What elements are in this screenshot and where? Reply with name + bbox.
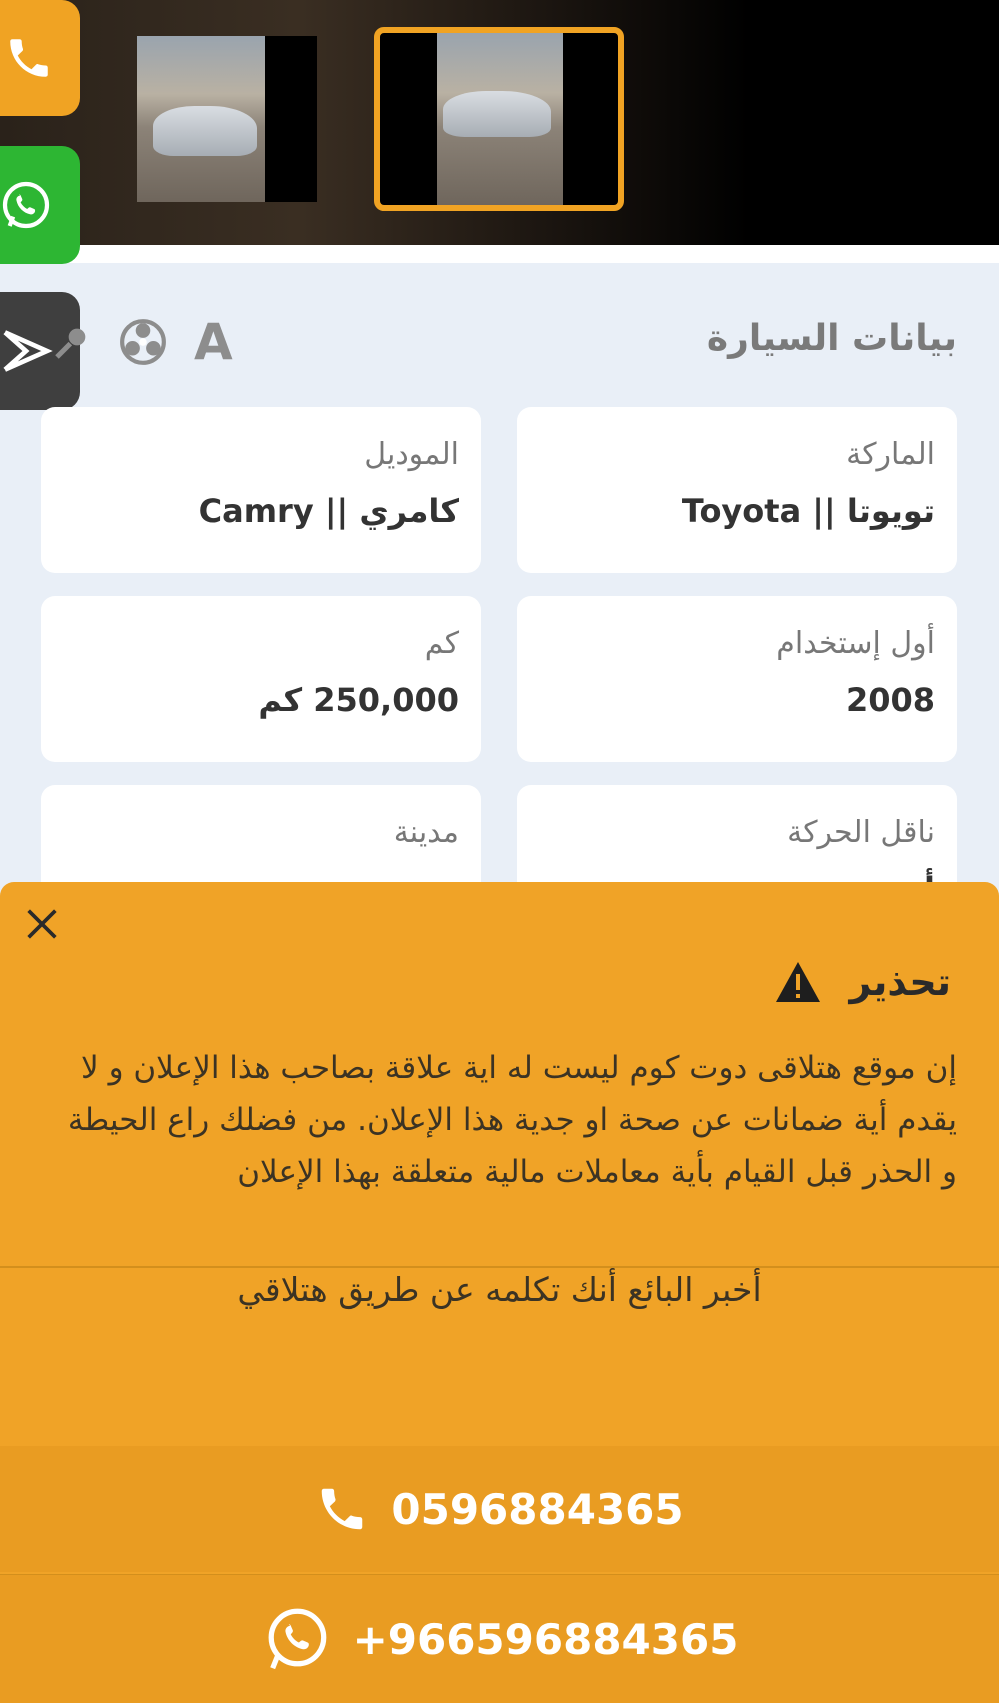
field-value: كامري || Camry [198,492,459,530]
close-icon[interactable] [22,904,62,944]
field-card-brand [517,407,957,573]
gallery-thumbnail-selected[interactable] [374,27,624,211]
phone-icon [315,1482,369,1536]
phone-number: 0596884365 [391,1484,684,1534]
image-gallery [0,0,999,245]
call-phone-row[interactable] [0,1446,999,1572]
field-label: الموديل [364,437,459,472]
warning-title-text: تحذير [849,960,951,1004]
whatsapp-button[interactable] [0,146,80,264]
whatsapp-row[interactable] [0,1575,999,1703]
call-button[interactable] [0,0,80,116]
field-card-first-use [517,596,957,762]
whatsapp-number: +966596884365 [352,1614,739,1664]
field-card-mileage [41,596,481,762]
warning-message: إن موقع هتلاقى دوت كوم ليست له اية علاقة بصاحب هذا الإعلان و لا يقدم أية ضمانات عن صحة او جدية هذا الإعلان. من فضلك راع الحيطة و الحذر قبل القيام بأية معاملات مالية متعلقة بهذا الإعلان [67,1050,957,1190]
field-label: أول إستخدام [776,626,935,661]
fan-icon [118,317,168,367]
whatsapp-icon [0,177,54,233]
feature-icons [52,314,233,370]
field-label: كم [424,626,459,661]
gallery-thumbnail[interactable] [137,36,317,202]
warning-icon [773,960,823,1004]
field-label: مدينة [393,815,459,850]
whatsapp-icon [261,1604,331,1674]
field-value: تويوتا || Toyota [681,492,935,530]
field-value: 250,000 كم [258,681,459,719]
field-card-model [41,407,481,573]
auto-icon: A [194,313,233,371]
field-label: الماركة [846,437,935,472]
phone-icon [4,33,54,83]
warning-title [773,960,951,1004]
field-value: 2008 [845,681,935,719]
gallery-divider [0,245,999,263]
section-title: بيانات السيارة [706,318,957,359]
share-icon [0,323,54,379]
divider [0,1266,999,1268]
field-label: ناقل الحركة [787,815,935,850]
wrench-icon [52,322,92,362]
tell-seller-text: أخبر البائع أنك تكلمه عن طريق هتلاقي [237,1270,762,1309]
